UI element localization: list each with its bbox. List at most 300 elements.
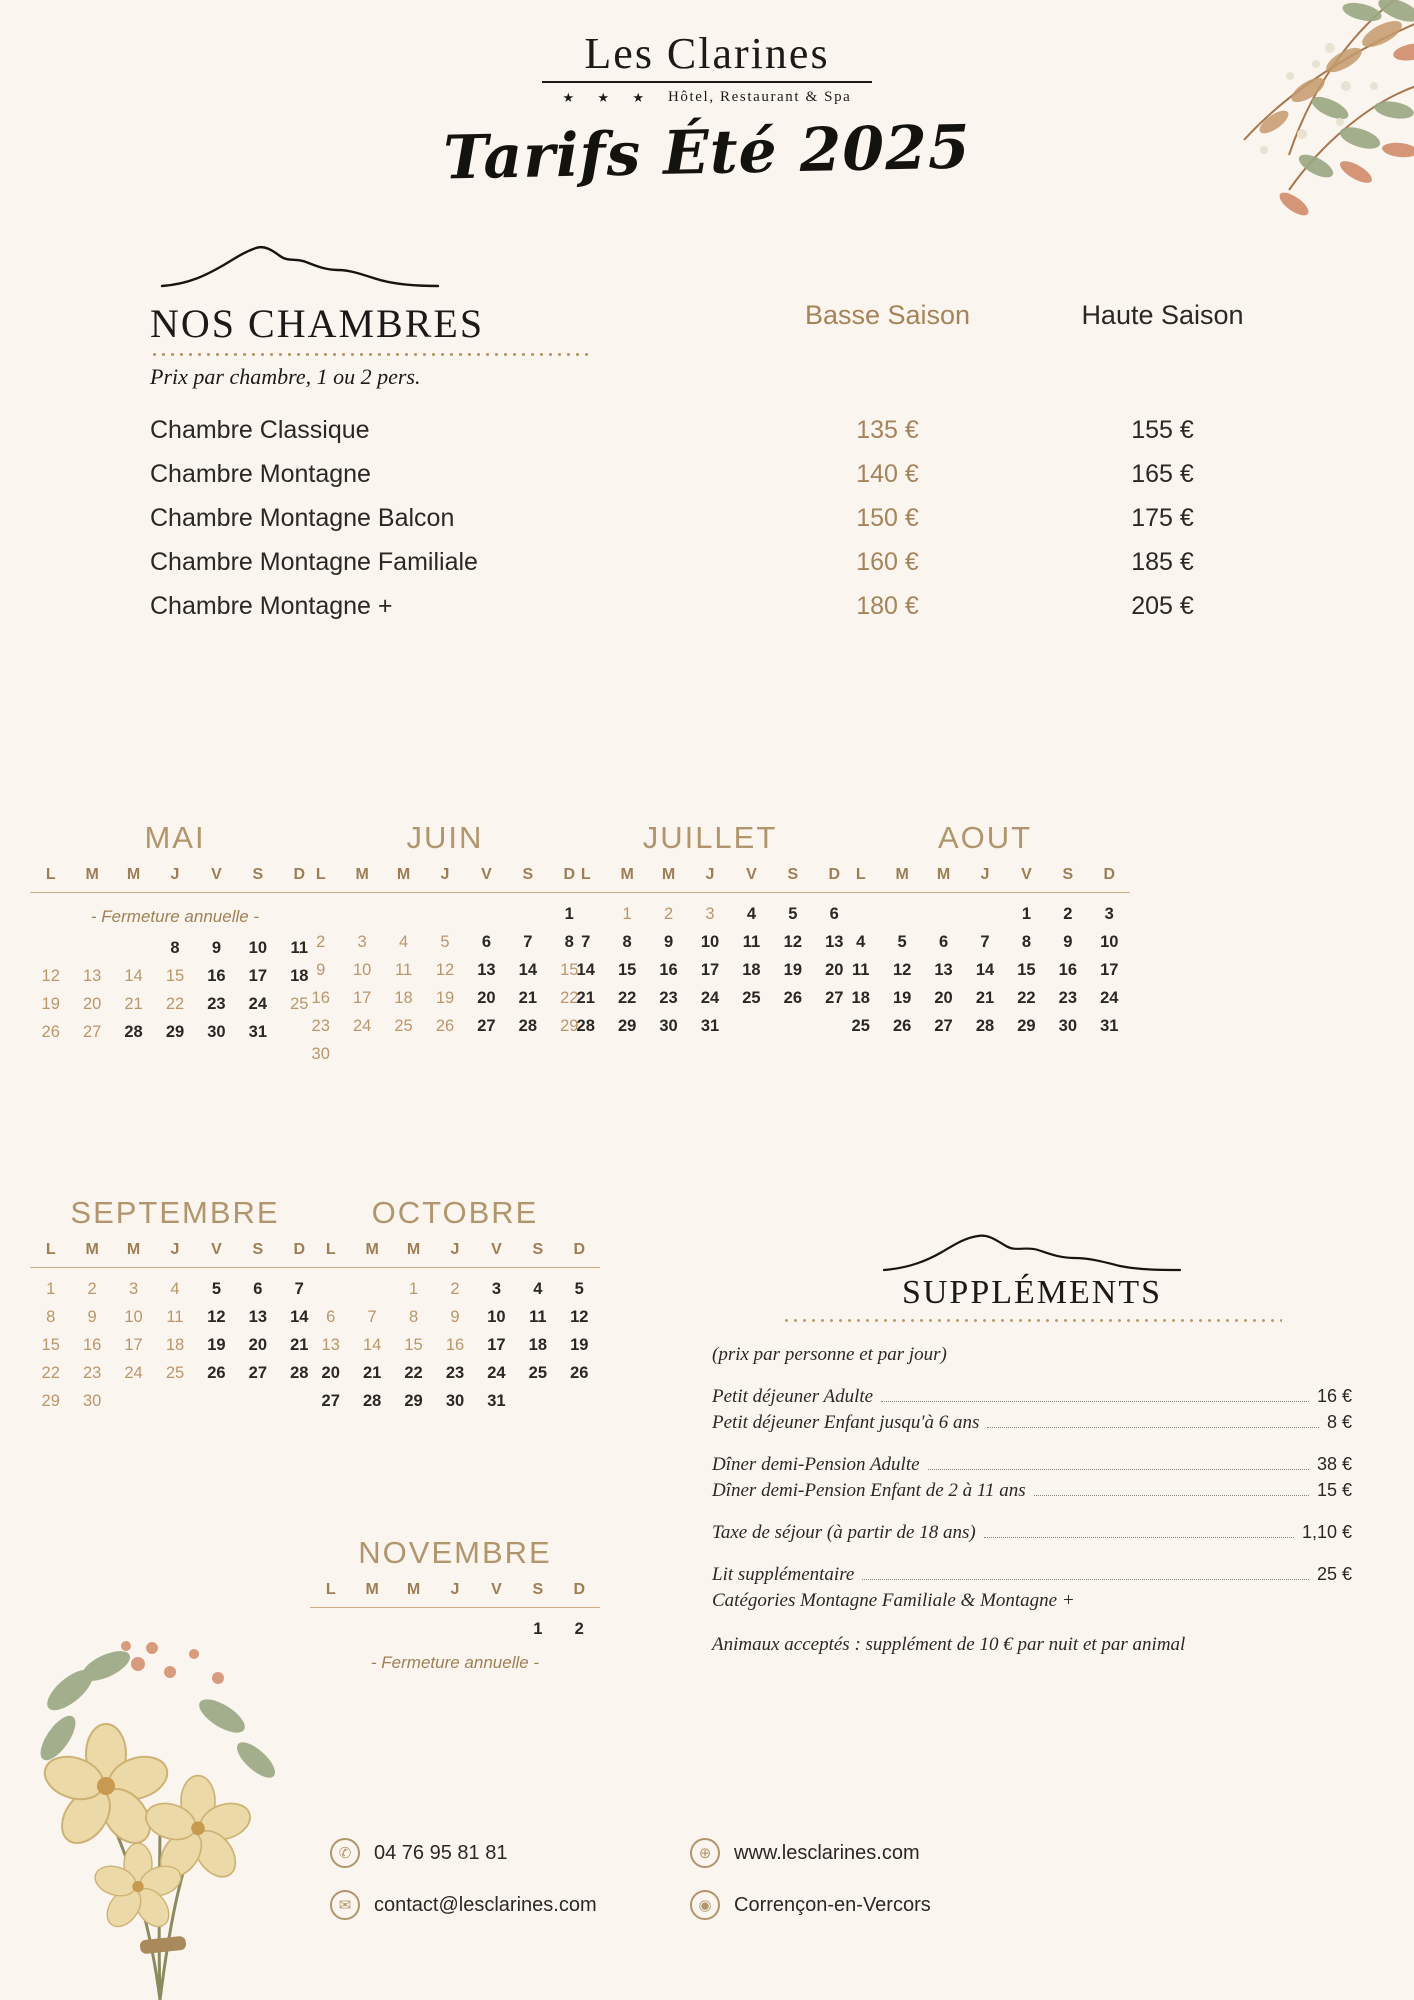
calendar-day: 9: [316, 961, 326, 979]
weekday-label: D: [1103, 866, 1116, 883]
calendar-day-empty: [341, 905, 382, 924]
footer-location[interactable]: [690, 1890, 931, 1920]
calendar-day: 15: [41, 1336, 60, 1354]
supplement-price: 38 €: [1316, 1454, 1352, 1474]
calendar-day: 13: [934, 961, 953, 979]
leader-dots: [1034, 1495, 1309, 1496]
weekday-label: D: [573, 1581, 586, 1598]
weekday-label: S: [532, 1241, 544, 1258]
calendar-day: 30: [207, 1023, 226, 1041]
calendar-day: 24: [1100, 989, 1119, 1007]
calendar-day-empty: [964, 905, 1005, 924]
weekday-label: L: [45, 1241, 56, 1258]
calendar-day: 24: [352, 1017, 372, 1035]
calendar-day: 22: [404, 1364, 423, 1382]
weekday-label: D: [293, 866, 306, 883]
calendar-day-empty: [30, 939, 71, 958]
calendar-month-title: AOUT: [937, 820, 1033, 855]
calendar-day: 28: [518, 1017, 538, 1035]
calendar-day: 1: [408, 1280, 419, 1298]
calendar-day: 1: [46, 1280, 56, 1298]
footer-website-text: www.lesclarines.com: [734, 1841, 920, 1864]
calendar-day: 16: [1058, 961, 1078, 979]
weekday-label: J: [170, 1241, 180, 1258]
calendar-day: 19: [41, 995, 60, 1013]
footer-email[interactable]: [330, 1890, 690, 1920]
weekday-label: M: [936, 866, 951, 883]
calendar-day: 14: [518, 961, 538, 979]
supplement-row: [712, 1386, 1352, 1408]
weekday-label: L: [325, 1241, 336, 1258]
calendar-day: 26: [207, 1364, 226, 1382]
calendar-day: 28: [576, 1017, 595, 1035]
weekday-label: M: [396, 866, 411, 883]
calendar-weekday-header: [300, 866, 590, 893]
column-header-basse-saison: Basse Saison: [804, 300, 971, 330]
supplements-note: (prix par personne et par jour): [712, 1344, 947, 1365]
room-name: Chambre Montagne: [150, 460, 371, 488]
calendar-day-empty: [476, 1620, 517, 1639]
weekday-label: D: [828, 866, 841, 883]
calendar-day: 16: [659, 961, 678, 979]
room-price-basse: 160 €: [856, 548, 919, 576]
calendar-day: 17: [700, 961, 720, 979]
weekday-label: V: [211, 866, 222, 883]
calendar-month-title: NOVEMBRE: [358, 1535, 552, 1570]
calendar-day-empty: [351, 1620, 392, 1639]
calendar-day: 11: [529, 1308, 547, 1326]
calendar-day: 20: [825, 961, 844, 979]
weekday-label: S: [1062, 866, 1074, 883]
calendar-day: 9: [87, 1308, 97, 1326]
weekday-label: J: [170, 866, 180, 883]
weekday-label: M: [126, 866, 141, 883]
calendar-month-title: JUILLET: [642, 820, 778, 855]
logo-divider: [542, 81, 872, 83]
calendar-day-empty: [300, 905, 341, 924]
calendar-day: 24: [124, 1364, 143, 1382]
calendar-octobre: [310, 1195, 600, 1411]
footer-email-text: contact@lesclarines.com: [374, 1893, 597, 1916]
calendar-day: 17: [352, 989, 372, 1007]
calendar-day: 23: [311, 1017, 330, 1035]
calendar-day: 26: [41, 1023, 60, 1041]
calendar-day: 15: [617, 961, 637, 979]
supplement-label: Dîner demi-Pension Enfant de 2 à 11 ans: [712, 1480, 1026, 1501]
supplement-price: 16 €: [1316, 1386, 1352, 1406]
calendar-day: 8: [408, 1308, 419, 1326]
calendar-day: 22: [560, 989, 579, 1007]
calendar-day: 25: [394, 1017, 413, 1035]
room-price-haute: 175 €: [1131, 504, 1194, 532]
mountain-line-icon: [882, 1230, 1182, 1274]
calendar-day: 30: [1058, 1017, 1078, 1035]
room-name: Chambre Montagne Familiale: [150, 548, 478, 576]
weekday-label: M: [661, 866, 676, 883]
weekday-label: M: [355, 866, 369, 883]
calendar-day: 7: [294, 1280, 304, 1298]
calendar-day: 12: [892, 961, 912, 979]
calendar-day: 19: [435, 989, 455, 1007]
calendar-day: 27: [82, 1023, 102, 1041]
weekday-label: J: [440, 866, 450, 883]
supplement-label: Petit déjeuner Adulte: [712, 1386, 874, 1407]
footer-contact: [330, 1838, 1130, 1942]
weekday-label: J: [705, 866, 715, 883]
calendar-day: 8: [564, 933, 574, 951]
calendar-day: 17: [124, 1336, 143, 1354]
calendar-day: 19: [570, 1336, 589, 1354]
calendar-month-title: OCTOBRE: [371, 1195, 539, 1230]
weekday-label: D: [563, 866, 576, 883]
weekday-label: J: [450, 1241, 460, 1258]
footer-website[interactable]: [690, 1838, 920, 1868]
calendar-day: 23: [659, 989, 678, 1007]
calendar-day: 15: [560, 961, 579, 979]
weekday-label: M: [895, 866, 909, 883]
calendar-day: 13: [248, 1308, 268, 1326]
calendar-weekday-header: [840, 866, 1130, 893]
calendar-day: 29: [165, 1023, 185, 1041]
calendar-day: 25: [742, 989, 761, 1007]
calendar-day: 23: [82, 1364, 102, 1382]
calendar-day: 15: [165, 967, 185, 985]
weekday-label: M: [365, 1241, 379, 1258]
calendar-month-title: JUIN: [406, 820, 484, 855]
calendar-day: 15: [404, 1336, 423, 1354]
calendar-day: 31: [248, 1023, 268, 1041]
supplement-row: [712, 1480, 1352, 1502]
calendar-day-empty: [351, 1280, 392, 1299]
supplements-list: [712, 1386, 1352, 1586]
rooms-price-table: [150, 416, 1300, 636]
calendar-day: 3: [1104, 905, 1114, 923]
calendar-day: 11: [166, 1308, 184, 1326]
room-price-haute: 155 €: [1131, 416, 1194, 444]
calendar-day: 10: [487, 1308, 506, 1326]
weekday-label: V: [491, 1241, 502, 1258]
leader-dots: [928, 1469, 1309, 1470]
page-title: Tarifs Été 2025: [442, 112, 972, 194]
calendar-day: 16: [311, 989, 330, 1007]
calendar-day: 18: [290, 967, 309, 985]
calendar-day: 23: [445, 1364, 465, 1382]
calendar-day: 5: [440, 933, 450, 951]
weekday-label: L: [325, 1581, 336, 1598]
calendar-day: 21: [362, 1364, 382, 1382]
calendar-day: 6: [829, 905, 839, 923]
calendar-month-title: MAI: [144, 820, 206, 855]
supplement-label: Taxe de séjour (à partir de 18 ans): [712, 1522, 976, 1543]
weekday-label: S: [787, 866, 799, 883]
room-name: Chambre Montagne Balcon: [150, 504, 455, 532]
rooms-heading-dotted-rule: [150, 353, 590, 356]
supplement-price: 1,10 €: [1301, 1522, 1352, 1542]
calendar-day: 10: [248, 939, 268, 957]
calendar-day: 11: [851, 961, 870, 979]
rooms-subtitle: Prix par chambre, 1 ou 2 pers.: [150, 364, 421, 389]
price-column-headers: [150, 300, 1300, 331]
calendar-day: 10: [1100, 933, 1119, 951]
calendar-day-empty: [434, 1620, 475, 1639]
calendar-month-title: SEPTEMBRE: [70, 1195, 280, 1230]
calendar-weekday-header: [30, 1241, 320, 1268]
calendar-day: 29: [404, 1392, 423, 1410]
supplement-group: [712, 1454, 1352, 1502]
calendar-day: 6: [938, 933, 949, 951]
supplement-group: [712, 1564, 1352, 1586]
supplement-group: [712, 1522, 1352, 1544]
weekday-label: V: [481, 866, 492, 883]
calendar-day: 23: [1058, 989, 1078, 1007]
calendar-day-empty: [71, 939, 112, 958]
room-row: [150, 504, 1300, 548]
calendar-day: 19: [207, 1336, 226, 1354]
calendar-juin: [300, 820, 590, 1064]
calendar-day: 30: [82, 1392, 102, 1410]
calendar-day: 4: [170, 1280, 180, 1298]
calendar-day: 5: [897, 933, 907, 951]
calendar-day: 11: [290, 939, 308, 957]
calendar-day: 18: [528, 1336, 548, 1354]
globe-icon: ⊕: [690, 1838, 720, 1868]
calendar-day: 13: [321, 1336, 340, 1354]
calendar-day: 1: [564, 905, 574, 923]
leader-dots: [881, 1401, 1309, 1402]
calendar-day: 7: [980, 933, 990, 951]
calendar-day: 5: [574, 1280, 584, 1298]
weekday-label: S: [522, 866, 534, 883]
weekday-label: S: [252, 866, 264, 883]
calendar-day: 29: [560, 1017, 579, 1035]
calendar-day: 22: [1017, 989, 1036, 1007]
calendar-day-grid: [565, 905, 855, 1036]
column-header-haute-saison: Haute Saison: [1081, 300, 1244, 330]
calendar-day: 28: [362, 1392, 382, 1410]
calendar-day: 19: [783, 961, 803, 979]
calendar-day: 7: [367, 1308, 377, 1326]
calendar-day: 27: [321, 1392, 340, 1410]
calendar-day: 9: [211, 939, 222, 957]
calendar-weekday-header: [310, 1241, 600, 1268]
calendar-aout: [840, 820, 1130, 1036]
calendar-day-empty: [565, 905, 606, 924]
room-name: Chambre Classique: [150, 416, 370, 444]
calendar-day: 25: [851, 1017, 870, 1035]
animals-note: Animaux acceptés : supplément de 10 € par nuit et par animal: [712, 1634, 1186, 1655]
calendar-day: 10: [700, 933, 720, 951]
calendar-day: 2: [450, 1280, 460, 1298]
phone-icon: ✆: [330, 1838, 360, 1868]
calendar-day: 4: [398, 933, 409, 951]
calendar-day: 14: [290, 1308, 309, 1326]
calendar-juillet: [565, 820, 855, 1036]
calendar-day-empty: [424, 905, 465, 924]
flowers-decoration-icon: [10, 1620, 310, 2000]
calendar-day: 28: [975, 1017, 995, 1035]
weekday-label: J: [980, 866, 990, 883]
calendar-day: 20: [934, 989, 953, 1007]
calendar-day-empty: [466, 905, 507, 924]
calendar-day: 12: [783, 933, 803, 951]
weekday-label: J: [450, 1581, 460, 1598]
calendar-day: 6: [481, 933, 492, 951]
calendar-day: 22: [41, 1364, 60, 1382]
calendar-day: 13: [477, 961, 496, 979]
calendar-day: 13: [82, 967, 102, 985]
room-name: Chambre Montagne +: [150, 592, 393, 620]
weekday-label: L: [45, 866, 56, 883]
calendar-day: 21: [124, 995, 143, 1013]
calendar-novembre: [310, 1535, 600, 1673]
calendar-day: 4: [856, 933, 866, 951]
footer-phone-text: 04 76 95 81 81: [374, 1841, 508, 1864]
calendar-day: 29: [1017, 1017, 1036, 1035]
calendar-day: 31: [487, 1392, 506, 1410]
calendar-day: 1: [622, 905, 632, 923]
room-price-haute: 185 €: [1131, 548, 1194, 576]
calendar-day-empty: [383, 905, 424, 924]
calendar-day: 8: [170, 939, 180, 957]
calendar-day-grid: [310, 1280, 600, 1411]
room-price-basse: 140 €: [856, 460, 919, 488]
calendar-day: 1: [533, 1620, 543, 1638]
supplements-section: [712, 1230, 1352, 1656]
brand-tagline: Hôtel, Restaurant & Spa: [668, 89, 852, 105]
calendar-day: 2: [87, 1280, 97, 1298]
calendar-day: 17: [487, 1336, 506, 1354]
calendar-closed-note: - Fermeture annuelle -: [370, 1653, 540, 1672]
weekday-label: D: [573, 1241, 586, 1258]
calendar-day: 24: [248, 995, 268, 1013]
supplement-price: 8 €: [1326, 1412, 1352, 1432]
calendar-day: 6: [253, 1280, 263, 1298]
calendar-day-empty: [310, 1620, 351, 1639]
calendar-day: 12: [41, 967, 60, 985]
calendar-day: 13: [825, 933, 844, 951]
supplement-label: Dîner demi-Pension Adulte: [712, 1454, 920, 1475]
room-price-haute: 205 €: [1131, 592, 1194, 620]
calendar-day: 20: [477, 989, 496, 1007]
calendar-day-grid: [840, 905, 1130, 1036]
weekday-label: M: [85, 1241, 99, 1258]
stars-rating: ★ ★ ★: [562, 89, 654, 105]
calendar-day: 5: [211, 1280, 222, 1298]
calendar-day: 2: [1063, 905, 1073, 923]
weekday-label: M: [85, 866, 99, 883]
envelope-icon: ✉: [330, 1890, 360, 1920]
calendar-day: 27: [248, 1364, 268, 1382]
calendar-day: 20: [248, 1336, 268, 1354]
calendar-day: 18: [742, 961, 761, 979]
calendar-day: 8: [1021, 933, 1032, 951]
supplement-row: [712, 1412, 1352, 1434]
calendar-day: 20: [82, 995, 102, 1013]
room-price-basse: 150 €: [856, 504, 919, 532]
calendar-day-empty: [113, 939, 154, 958]
calendar-day: 5: [788, 905, 798, 923]
calendar-day: 24: [487, 1364, 506, 1382]
calendar-day: 3: [128, 1280, 139, 1298]
supplement-price: 25 €: [1316, 1564, 1352, 1584]
calendar-day: 2: [316, 933, 326, 951]
calendar-day: 22: [165, 995, 185, 1013]
leader-dots: [984, 1537, 1294, 1538]
weekday-label: V: [491, 1581, 502, 1598]
calendar-weekday-header: [310, 1581, 600, 1608]
calendar-day: 26: [892, 1017, 912, 1035]
weekday-label: L: [580, 866, 591, 883]
calendar-day: 21: [576, 989, 595, 1007]
calendar-day-grid: [30, 1280, 320, 1411]
calendar-day: 10: [352, 961, 372, 979]
calendar-day: 2: [663, 905, 674, 923]
supplement-row: [712, 1454, 1352, 1476]
weekday-label: M: [406, 1241, 421, 1258]
calendar-day: 30: [445, 1392, 465, 1410]
calendar-day: 26: [783, 989, 803, 1007]
footer-phone[interactable]: [330, 1838, 690, 1868]
calendar-day: 7: [523, 933, 533, 951]
weekday-label: S: [252, 1241, 264, 1258]
weekday-label: D: [293, 1241, 306, 1258]
calendar-day: 15: [1017, 961, 1036, 979]
weekday-label: M: [620, 866, 634, 883]
footer-location-text: Corrençon-en-Vercors: [734, 1893, 931, 1916]
calendar-day: 26: [570, 1364, 589, 1382]
weekday-label: V: [1021, 866, 1032, 883]
calendar-closed-note: - Fermeture annuelle -: [90, 907, 260, 926]
room-price-haute: 165 €: [1131, 460, 1194, 488]
calendar-day: 18: [165, 1336, 185, 1354]
calendar-day: 29: [41, 1392, 60, 1410]
calendar-day: 14: [124, 967, 143, 985]
rooms-heading: NOS CHAMBRES: [150, 301, 485, 346]
leader-dots: [862, 1579, 1309, 1580]
calendar-day: 26: [435, 1017, 455, 1035]
weekday-label: L: [855, 866, 866, 883]
calendar-day: 3: [357, 933, 367, 951]
supplements-dotted-rule: [782, 1319, 1282, 1322]
room-price-basse: 135 €: [856, 416, 919, 444]
brand-name: Les Clarines: [584, 29, 830, 78]
calendar-day: 16: [207, 967, 226, 985]
brand-logo: [0, 28, 1414, 106]
calendar-day-empty: [310, 1280, 351, 1299]
mountain-line-icon: [160, 240, 440, 290]
calendar-day-empty: [923, 905, 964, 924]
supplements-title: SUPPLÉMENTS: [901, 1274, 1163, 1311]
calendar-day-grid: [300, 905, 590, 1064]
weekday-label: M: [406, 1581, 421, 1598]
calendar-day: 24: [700, 989, 720, 1007]
calendar-day: 16: [445, 1336, 465, 1354]
calendar-day: 9: [663, 933, 674, 951]
leader-dots: [987, 1427, 1319, 1428]
calendar-day: 31: [1100, 1017, 1119, 1035]
calendar-day: 18: [851, 989, 870, 1007]
calendar-day: 21: [975, 989, 995, 1007]
weekday-label: M: [365, 1581, 379, 1598]
calendar-mai: [30, 820, 320, 1042]
calendar-day: 6: [326, 1308, 336, 1326]
calendar-day-empty: [881, 905, 922, 924]
room-row: [150, 416, 1300, 460]
calendar-weekday-header: [565, 866, 855, 893]
weekday-label: V: [746, 866, 757, 883]
calendar-day: 29: [617, 1017, 637, 1035]
supplement-group: [712, 1386, 1352, 1434]
